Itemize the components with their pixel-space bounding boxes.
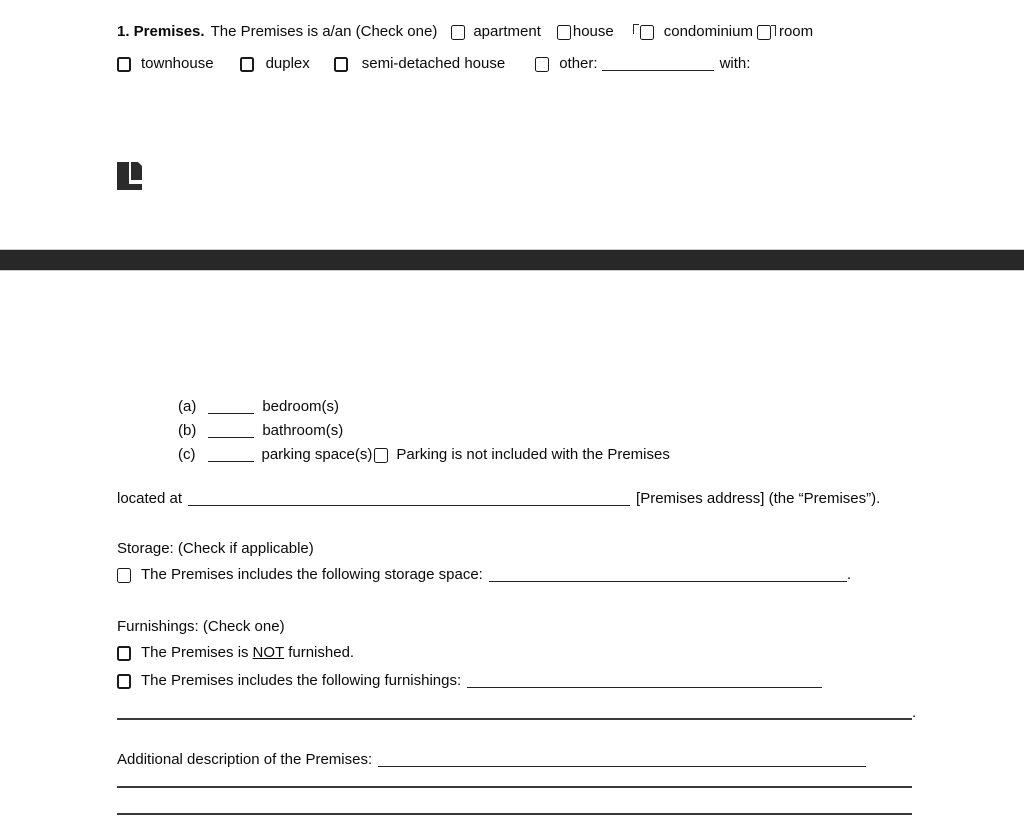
bedrooms-blank[interactable]	[208, 400, 254, 414]
checkbox-condominium[interactable]	[640, 25, 654, 40]
premises-clause-line2	[117, 55, 750, 73]
checkbox-not-furnished[interactable]	[117, 646, 131, 661]
storage-heading-text: Storage: (Check if applicable)	[117, 540, 314, 557]
room-item-a	[178, 398, 339, 416]
additional-description-row	[117, 751, 866, 769]
other-input-blank[interactable]	[602, 57, 714, 71]
item-unit: bedroom(s)	[262, 398, 340, 415]
label-other: other:	[559, 55, 598, 72]
label-with: with:	[719, 55, 751, 72]
checkbox-duplex[interactable]	[240, 57, 254, 72]
premises-clause-line1	[117, 23, 813, 41]
checkbox-parking-not-included[interactable]	[374, 448, 388, 463]
furnishings-heading-text: Furnishings: (Check one)	[117, 618, 285, 635]
label-house: house	[572, 23, 614, 40]
checkbox-semi-detached[interactable]	[334, 57, 348, 72]
checkbox-apartment[interactable]	[451, 25, 465, 40]
item-label: (c)	[178, 446, 196, 463]
storage-option-row	[117, 566, 851, 584]
furnishings-blank-line1[interactable]	[467, 674, 822, 688]
storage-space-blank[interactable]	[489, 568, 847, 582]
checkbox-townhouse[interactable]	[117, 57, 131, 72]
furnishings-period: .	[912, 704, 917, 721]
label-townhouse: townhouse	[141, 55, 214, 72]
parking-blank[interactable]	[208, 448, 254, 462]
additional-blank-line3[interactable]	[117, 801, 912, 815]
not-furnished-post: furnished.	[288, 644, 355, 661]
label-condominium: condominium	[663, 23, 753, 40]
furnishings-blank-line2[interactable]	[117, 706, 912, 720]
furnishings-continuation-row	[117, 704, 916, 722]
additional-blank-line1[interactable]	[378, 753, 866, 767]
located-at-suffix: [Premises address] (the “Premises”).	[636, 490, 881, 507]
label-semi-detached: semi-detached house	[361, 55, 506, 72]
label-apartment: apartment	[473, 23, 541, 40]
storage-heading	[117, 540, 314, 558]
room-item-b	[178, 422, 343, 440]
checkbox-storage[interactable]	[117, 568, 131, 583]
document-l-logo	[117, 162, 142, 190]
clause-heading: 1. Premises.	[117, 23, 205, 40]
item-unit: parking space(s)	[261, 446, 373, 463]
page-separator	[0, 249, 1024, 271]
located-at-label: located at	[117, 490, 183, 507]
premises-address-blank[interactable]	[188, 492, 630, 506]
clause-intro: The Premises is a/an (Check one)	[210, 23, 438, 40]
furnishings-heading	[117, 618, 285, 636]
not-furnished-pre: The Premises is	[141, 644, 249, 661]
room-item-c	[178, 446, 670, 464]
furnishings-includes-row	[117, 672, 822, 690]
label-duplex: duplex	[265, 55, 310, 72]
bathrooms-blank[interactable]	[208, 424, 254, 438]
document-l-logo-icon	[117, 162, 142, 190]
item-unit: bathroom(s)	[262, 422, 344, 439]
label-room: room	[778, 23, 814, 40]
includes-furnishings-label: The Premises includes the following furnishings:	[141, 672, 462, 689]
storage-period: .	[846, 566, 852, 583]
additional-blank-line2[interactable]	[117, 774, 912, 788]
additional-description-label: Additional description of the Premises:	[117, 751, 373, 768]
located-at-row	[117, 490, 880, 508]
item-label: (a)	[178, 398, 197, 415]
checkbox-other[interactable]	[535, 57, 549, 72]
item-label: (b)	[178, 422, 197, 439]
not-furnished-underlined: NOT	[252, 644, 285, 661]
additional-line3-row	[117, 801, 912, 815]
checkbox-includes-furnishings[interactable]	[117, 674, 131, 689]
furnishings-not-row	[117, 644, 354, 662]
label-parking-not-included: Parking is not included with the Premises	[396, 446, 670, 463]
storage-option-label: The Premises includes the following storage space:	[141, 566, 483, 583]
checkbox-house[interactable]	[557, 25, 571, 40]
checkbox-room[interactable]	[757, 25, 771, 40]
additional-line2-row	[117, 774, 912, 788]
